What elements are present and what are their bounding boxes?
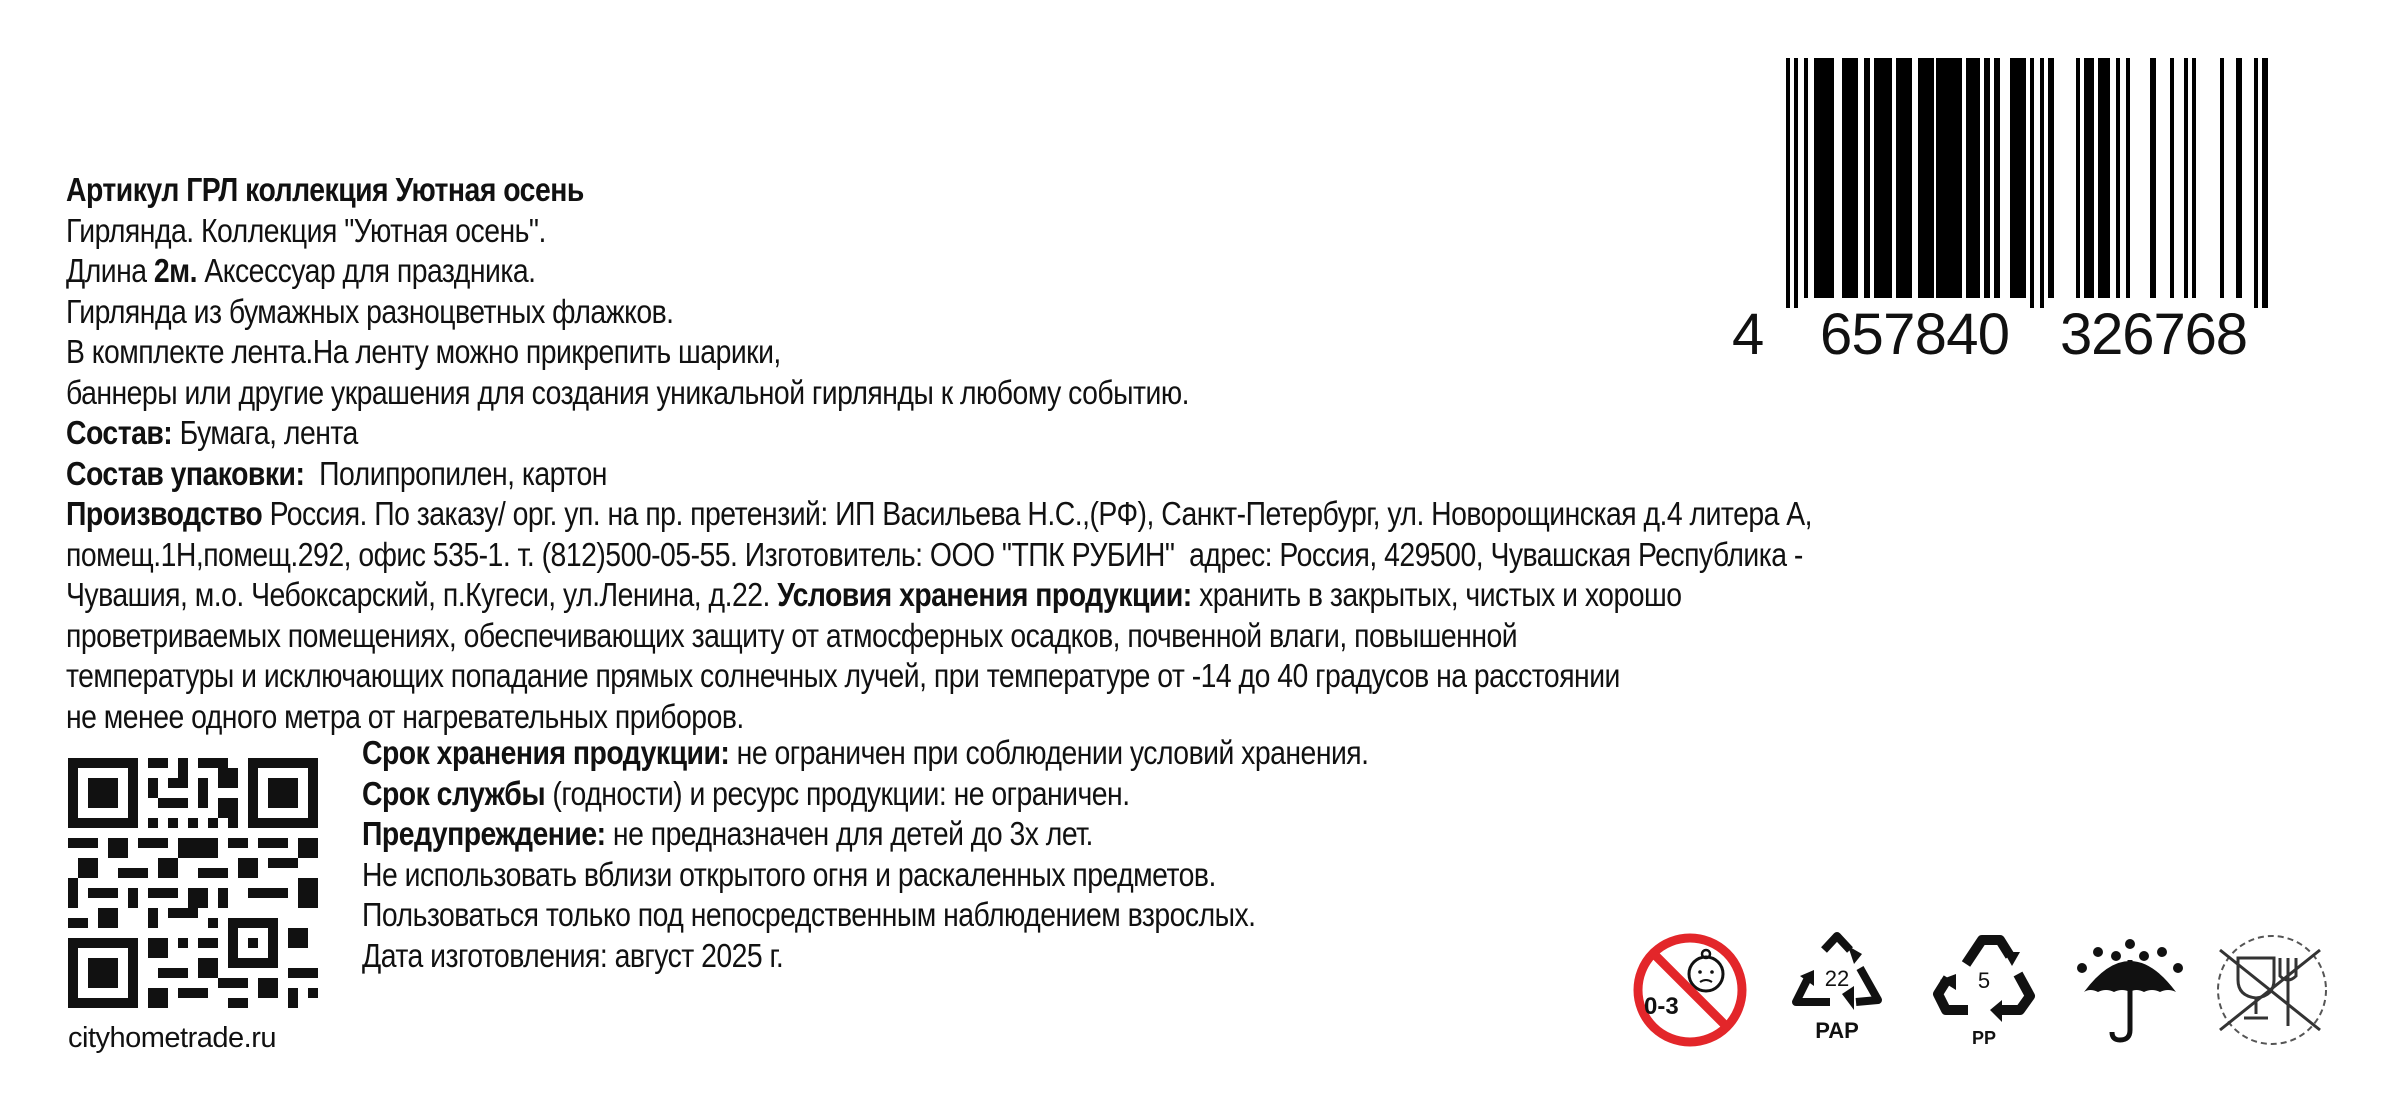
- description-line: Гирлянда. Коллекция "Уютная осень".: [66, 211, 546, 249]
- keep-dry-umbrella-icon: [2070, 930, 2190, 1050]
- production-line: Чувашия, м.о. Чебоксарский, п.Кугеси, ул.Ленина, д.22.: [66, 576, 778, 613]
- description-line: Аксессуар для праздника.: [197, 252, 536, 289]
- composition-label: Состав:: [66, 414, 173, 451]
- warning-fire: Не использовать вблизи открытого огня и раскаленных предметов.: [362, 855, 1216, 893]
- shelf-life-label: Срок хранения продукции:: [362, 734, 730, 771]
- packaging-label: Состав упаковки:: [66, 454, 305, 492]
- recycle-pp-icon: [1930, 930, 2040, 1060]
- storage-line: хранить в закрытых, чистых и хорошо: [1191, 576, 1682, 613]
- qr-code[interactable]: [68, 758, 318, 1008]
- production-line: Россия. По заказу/ орг. уп. на пр. претензий: ИП Васильева Н.С.,(РФ), Санкт-Петербург, ул. Новорощинская д.4 литера А,: [262, 495, 1813, 532]
- barcode: [1732, 58, 2344, 367]
- service-life-label: Срок службы: [362, 774, 546, 812]
- description-line: В комплекте лента.На ленту можно прикрепить шарики,: [66, 333, 781, 370]
- length-value: 2м.: [153, 252, 198, 289]
- age-label: 0-3: [1644, 993, 1679, 1020]
- warning-supervision: Пользоваться только под непосредственным наблюдением взрослых.: [362, 896, 1256, 933]
- packaging-value: Полипропилен, картон: [304, 454, 607, 492]
- storage-label: Условия хранения продукции:: [777, 576, 1192, 613]
- recycle-paper-code: PAP: [1815, 1018, 1859, 1043]
- description-line: Гирлянда из бумажных разноцветных флажков.: [66, 292, 674, 330]
- age-restriction-icon: [1630, 930, 1750, 1050]
- product-title: Артикул ГРЛ коллекция Уютная осень: [66, 171, 584, 208]
- recycle-pp-number: 5: [1977, 968, 1991, 993]
- shelf-life-value: не ограничен при соблюдении условий хранения.: [729, 734, 1369, 771]
- safety-text-block: [362, 733, 1532, 976]
- production-line: помещ.1Н,помещ.292, офис 535-1. т. (812)500-05-55. Изготовитель: ООО "ТПК РУБИН" адрес: Россия, 429500, Чувашская Республика -: [66, 535, 1803, 573]
- storage-line: температуры и исключающих попадание прямых солнечных лучей, при температуре от -14 до 40 градусов на расстоянии: [66, 657, 1620, 694]
- service-life-value: (годности) и ресурс продукции: не ограничен.: [545, 774, 1130, 812]
- not-food-safe-icon: [2212, 930, 2332, 1050]
- barcode-right-group: 326768: [2060, 302, 2248, 367]
- recycle-paper-number: 22: [1824, 966, 1850, 991]
- description-line: баннеры или другие украшения для создания уникальной гирлянды к любому событию.: [66, 373, 1190, 411]
- warning-value: не предназначен для детей до 3х лет.: [605, 815, 1093, 852]
- composition-value: Бумага, лента: [172, 414, 358, 451]
- barcode-first-digit: 4: [1732, 302, 1765, 367]
- production-label: Производство: [66, 495, 263, 532]
- symbols-row: [1630, 930, 2370, 1070]
- manufacture-date: Дата изготовления: август 2025 г.: [362, 936, 784, 974]
- barcode-left-group: 657840: [1820, 302, 2010, 367]
- warning-label: Предупреждение:: [362, 815, 606, 852]
- recycle-pp-code: PP: [1971, 1028, 1997, 1048]
- storage-line: не менее одного метра от нагревательных приборов.: [66, 697, 744, 735]
- website-link[interactable]: cityhometrade.ru: [68, 1022, 276, 1054]
- recycle-paper-icon: [1782, 930, 1892, 1060]
- description-line: Длина: [66, 252, 154, 289]
- storage-line: проветриваемых помещениях, обеспечивающих защиту от атмосферных осадков, почвенной влаги, повышенной: [66, 616, 1518, 654]
